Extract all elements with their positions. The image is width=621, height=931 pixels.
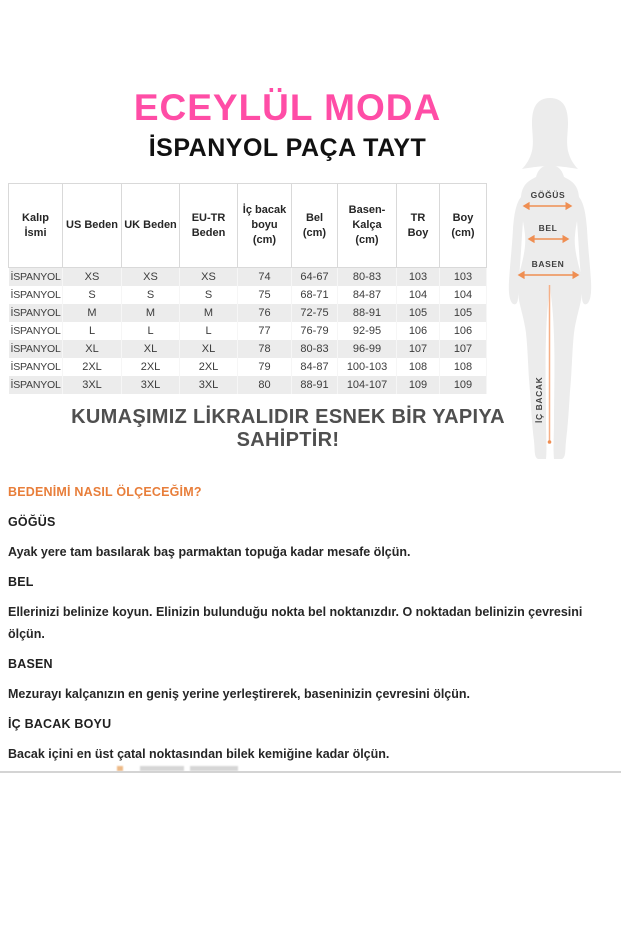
cell-size-value: 2XL [122, 358, 180, 376]
column-header: US Beden [63, 184, 122, 268]
cell-size-value: 2XL [180, 358, 238, 376]
inseam-endpoint-dot [548, 440, 552, 444]
column-header: Bel (cm) [292, 184, 338, 268]
silhouette-head [522, 98, 578, 169]
cell-size-value: M [122, 304, 180, 322]
measure-section-heading: BASEN [8, 657, 53, 671]
waist-label: BEL [538, 223, 558, 233]
cell-size-value: 105 [397, 304, 440, 322]
cell-size-value: 104 [397, 286, 440, 304]
cell-size-value: 107 [440, 340, 487, 358]
cell-size-value: M [63, 304, 122, 322]
cell-size-value: 103 [440, 268, 487, 286]
cell-size-value: 74 [238, 268, 292, 286]
cell-size-value: 109 [397, 376, 440, 394]
cell-size-value: XL [122, 340, 180, 358]
cell-model-name: İSPANYOL [9, 286, 63, 304]
table-row [9, 340, 487, 358]
column-header: Basen-Kalça (cm) [338, 184, 397, 268]
cell-size-value: 100-103 [338, 358, 397, 376]
cell-size-value: 106 [397, 322, 440, 340]
cell-model-name: İSPANYOL [9, 358, 63, 376]
measure-section-heading: İÇ BACAK BOYU [8, 717, 112, 731]
cell-size-value: 92-95 [338, 322, 397, 340]
column-header: Boy (cm) [440, 184, 487, 268]
cell-model-name: İSPANYOL [9, 268, 63, 286]
cell-size-value: XS [63, 268, 122, 286]
cell-model-name: İSPANYOL [9, 340, 63, 358]
table-row [9, 358, 487, 376]
cell-size-value: 80-83 [292, 340, 338, 358]
cell-size-value: L [180, 322, 238, 340]
cell-size-value: S [122, 286, 180, 304]
brand-title: ECEYLÜL MODA [133, 87, 442, 128]
cell-size-value: 80-83 [338, 268, 397, 286]
column-header: UK Beden [122, 184, 180, 268]
cell-size-value: L [122, 322, 180, 340]
cell-size-value: M [180, 304, 238, 322]
hips-label: BASEN [531, 259, 565, 269]
column-header: TR Boy [397, 184, 440, 268]
cell-size-value: 104-107 [338, 376, 397, 394]
cell-size-value: 88-91 [292, 376, 338, 394]
cell-size-value: XL [180, 340, 238, 358]
cell-size-value: 96-99 [338, 340, 397, 358]
cell-size-value: 76-79 [292, 322, 338, 340]
cell-size-value: 76 [238, 304, 292, 322]
column-header: İç bacak boyu (cm) [238, 184, 292, 268]
cell-size-value: 106 [440, 322, 487, 340]
measure-section-heading: GÖĞÜS [8, 515, 56, 529]
cell-size-value: XS [180, 268, 238, 286]
measure-section-heading: BEL [8, 575, 34, 589]
cell-size-value: 109 [440, 376, 487, 394]
cell-size-value: 78 [238, 340, 292, 358]
cell-size-value: 68-71 [292, 286, 338, 304]
column-header: Kalıp İsmi [9, 184, 63, 268]
bottom-divider-line [0, 771, 621, 773]
cell-size-value: 104 [440, 286, 487, 304]
measure-guide-title: BEDENİMİ NASIL ÖLÇECEĞİM? [8, 485, 202, 499]
size-table-body [9, 268, 487, 394]
cell-size-value: L [63, 322, 122, 340]
cell-size-value: 88-91 [338, 304, 397, 322]
chest-label: GÖĞÜS [530, 190, 566, 200]
measure-section-text: Mezurayı kalçanızın en geniş yerine yerleştirerek, baseninizin çevresini ölçün. [8, 687, 470, 701]
table-row [9, 322, 487, 340]
size-table-header-row [9, 184, 487, 268]
cell-size-value: 108 [440, 358, 487, 376]
cell-size-value: 72-75 [292, 304, 338, 322]
measure-section-text: Ayak yere tam basılarak baş parmaktan topuğa kadar mesafe ölçün. [8, 545, 411, 559]
cell-size-value: 84-87 [338, 286, 397, 304]
table-row [9, 268, 487, 286]
inseam-label: İÇ BACAK [534, 376, 544, 423]
cell-size-value: S [180, 286, 238, 304]
cell-size-value: 84-87 [292, 358, 338, 376]
cell-model-name: İSPANYOL [9, 376, 63, 394]
cell-size-value: 77 [238, 322, 292, 340]
cell-size-value: XS [122, 268, 180, 286]
cell-size-value: 105 [440, 304, 487, 322]
cell-model-name: İSPANYOL [9, 304, 63, 322]
cell-size-value: 3XL [180, 376, 238, 394]
cell-size-value: 79 [238, 358, 292, 376]
cell-size-value: XL [63, 340, 122, 358]
cell-size-value: S [63, 286, 122, 304]
product-title: İSPANYOL PAÇA TAYT [148, 134, 427, 163]
cell-size-value: 80 [238, 376, 292, 394]
cell-model-name: İSPANYOL [9, 322, 63, 340]
table-row [9, 286, 487, 304]
table-row [9, 376, 487, 394]
measure-section-text: Bacak içini en üst çatal noktasından bilek kemiğine kadar ölçün. [8, 747, 390, 761]
column-header: EU-TR Beden [180, 184, 238, 268]
size-table [8, 183, 487, 394]
fabric-note: KUMAŞIMIZ LİKRALIDIR ESNEK BİR YAPIYA SAHİPTİR! [71, 406, 505, 451]
cell-size-value: 108 [397, 358, 440, 376]
measure-guide [8, 481, 608, 765]
cell-size-value: 3XL [122, 376, 180, 394]
cell-size-value: 107 [397, 340, 440, 358]
cell-size-value: 2XL [63, 358, 122, 376]
cell-size-value: 64-67 [292, 268, 338, 286]
cell-size-value: 103 [397, 268, 440, 286]
cell-size-value: 75 [238, 286, 292, 304]
cell-size-value: 3XL [63, 376, 122, 394]
table-row [9, 304, 487, 322]
measure-section-text: Ellerinizi belinize koyun. Elinizin bulunduğu nokta bel noktanızdır. O noktadan belinizin çevresini ölçün. [8, 605, 583, 641]
